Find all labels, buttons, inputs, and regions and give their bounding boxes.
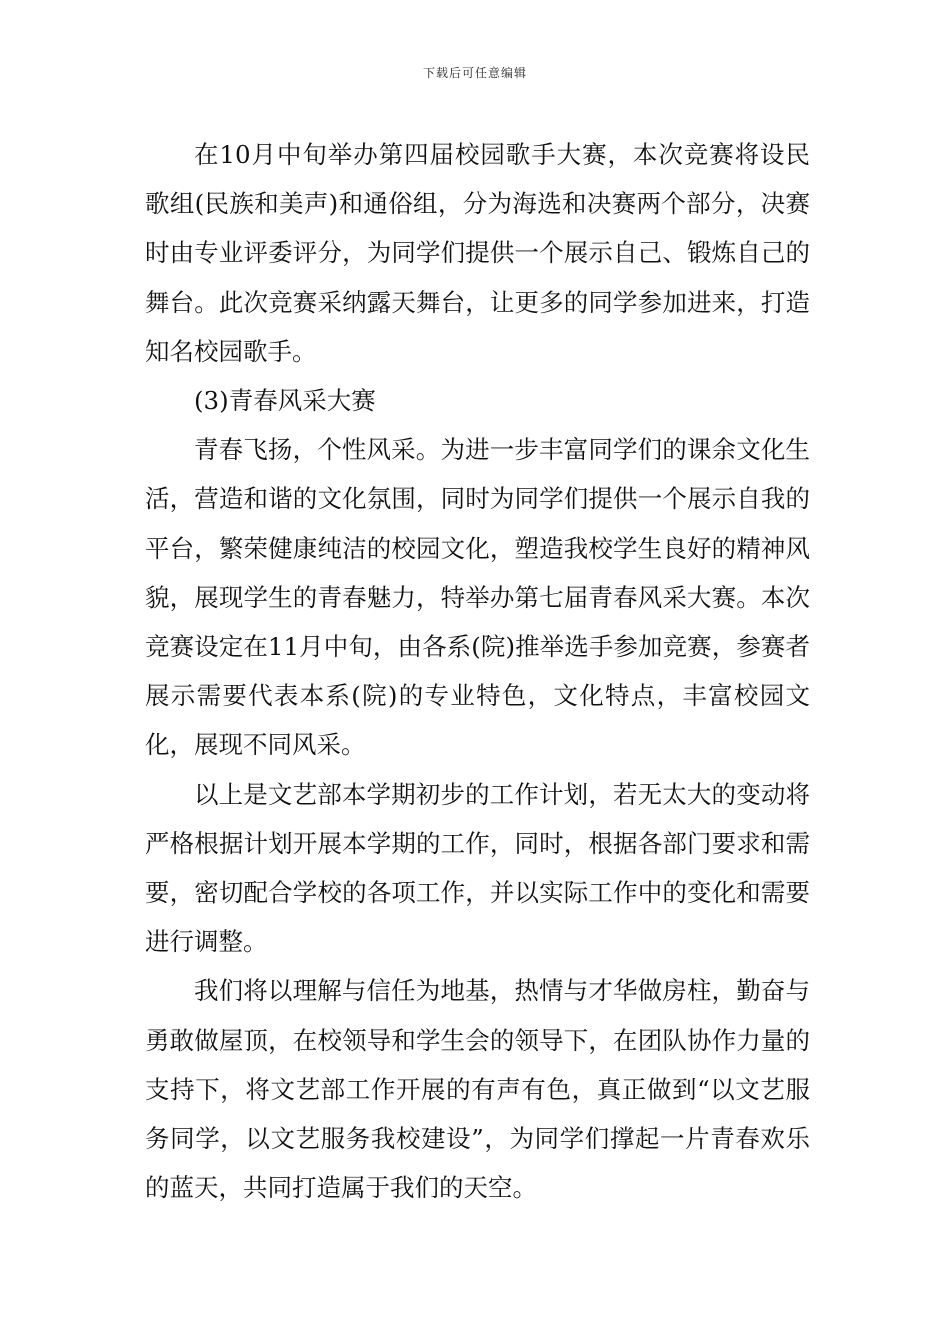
- document-body: [145, 130, 810, 1212]
- paragraph-closing: 我们将以理解与信任为地基，热情与才华做房柱，勤奋与勇敢做屋顶，在校领导和学生会的领导下，在团队协作力量的支持下，将文艺部工作开展的有声有色，真正做到“以文艺服务同学，以文艺服务我校建设”，为同学们撑起一片青春欢乐的蓝天，共同打造属于我们的天空。: [145, 976, 810, 1203]
- page-header: 下载后可任意编辑: [422, 66, 527, 80]
- paragraph-work-plan-summary: 以上是文艺部本学期初步的工作计划，若无太大的变动将严格根据计划开展本学期的工作，同时，根据各部门要求和需要，密切配合学校的各项工作，并以实际工作中的变化和需要进行调整。: [145, 779, 810, 957]
- paragraph-singer-contest: 在10月中旬举办第四届校园歌手大赛，本次竞赛将设民歌组(民族和美声)和通俗组，分为海选和决赛两个部分，决赛时由专业评委评分，为同学们提供一个展示自己、锻炼自己的舞台。此次竞赛采纳露天舞台，让更多的同学参加进来，打造知名校园歌手。: [145, 140, 810, 366]
- section-heading-youth-contest: (3)青春风采大赛: [194, 386, 376, 416]
- paragraph-youth-contest: 青春飞扬，个性风采。为进一步丰富同学们的课余文化生活，营造和谐的文化氛围，同时为同学们提供一个展示自我的平台，繁荣健康纯洁的校园文化，塑造我校学生良好的精神风貌，展现学生的青春魅力，特举办第七届青春风采大赛。本次竞赛设定在11月中旬，由各系(院)推举选手参加竞赛，参赛者展示需要代表本系(院)的专业特色，文化特点，丰富校园文化，展现不同风采。: [145, 435, 810, 760]
